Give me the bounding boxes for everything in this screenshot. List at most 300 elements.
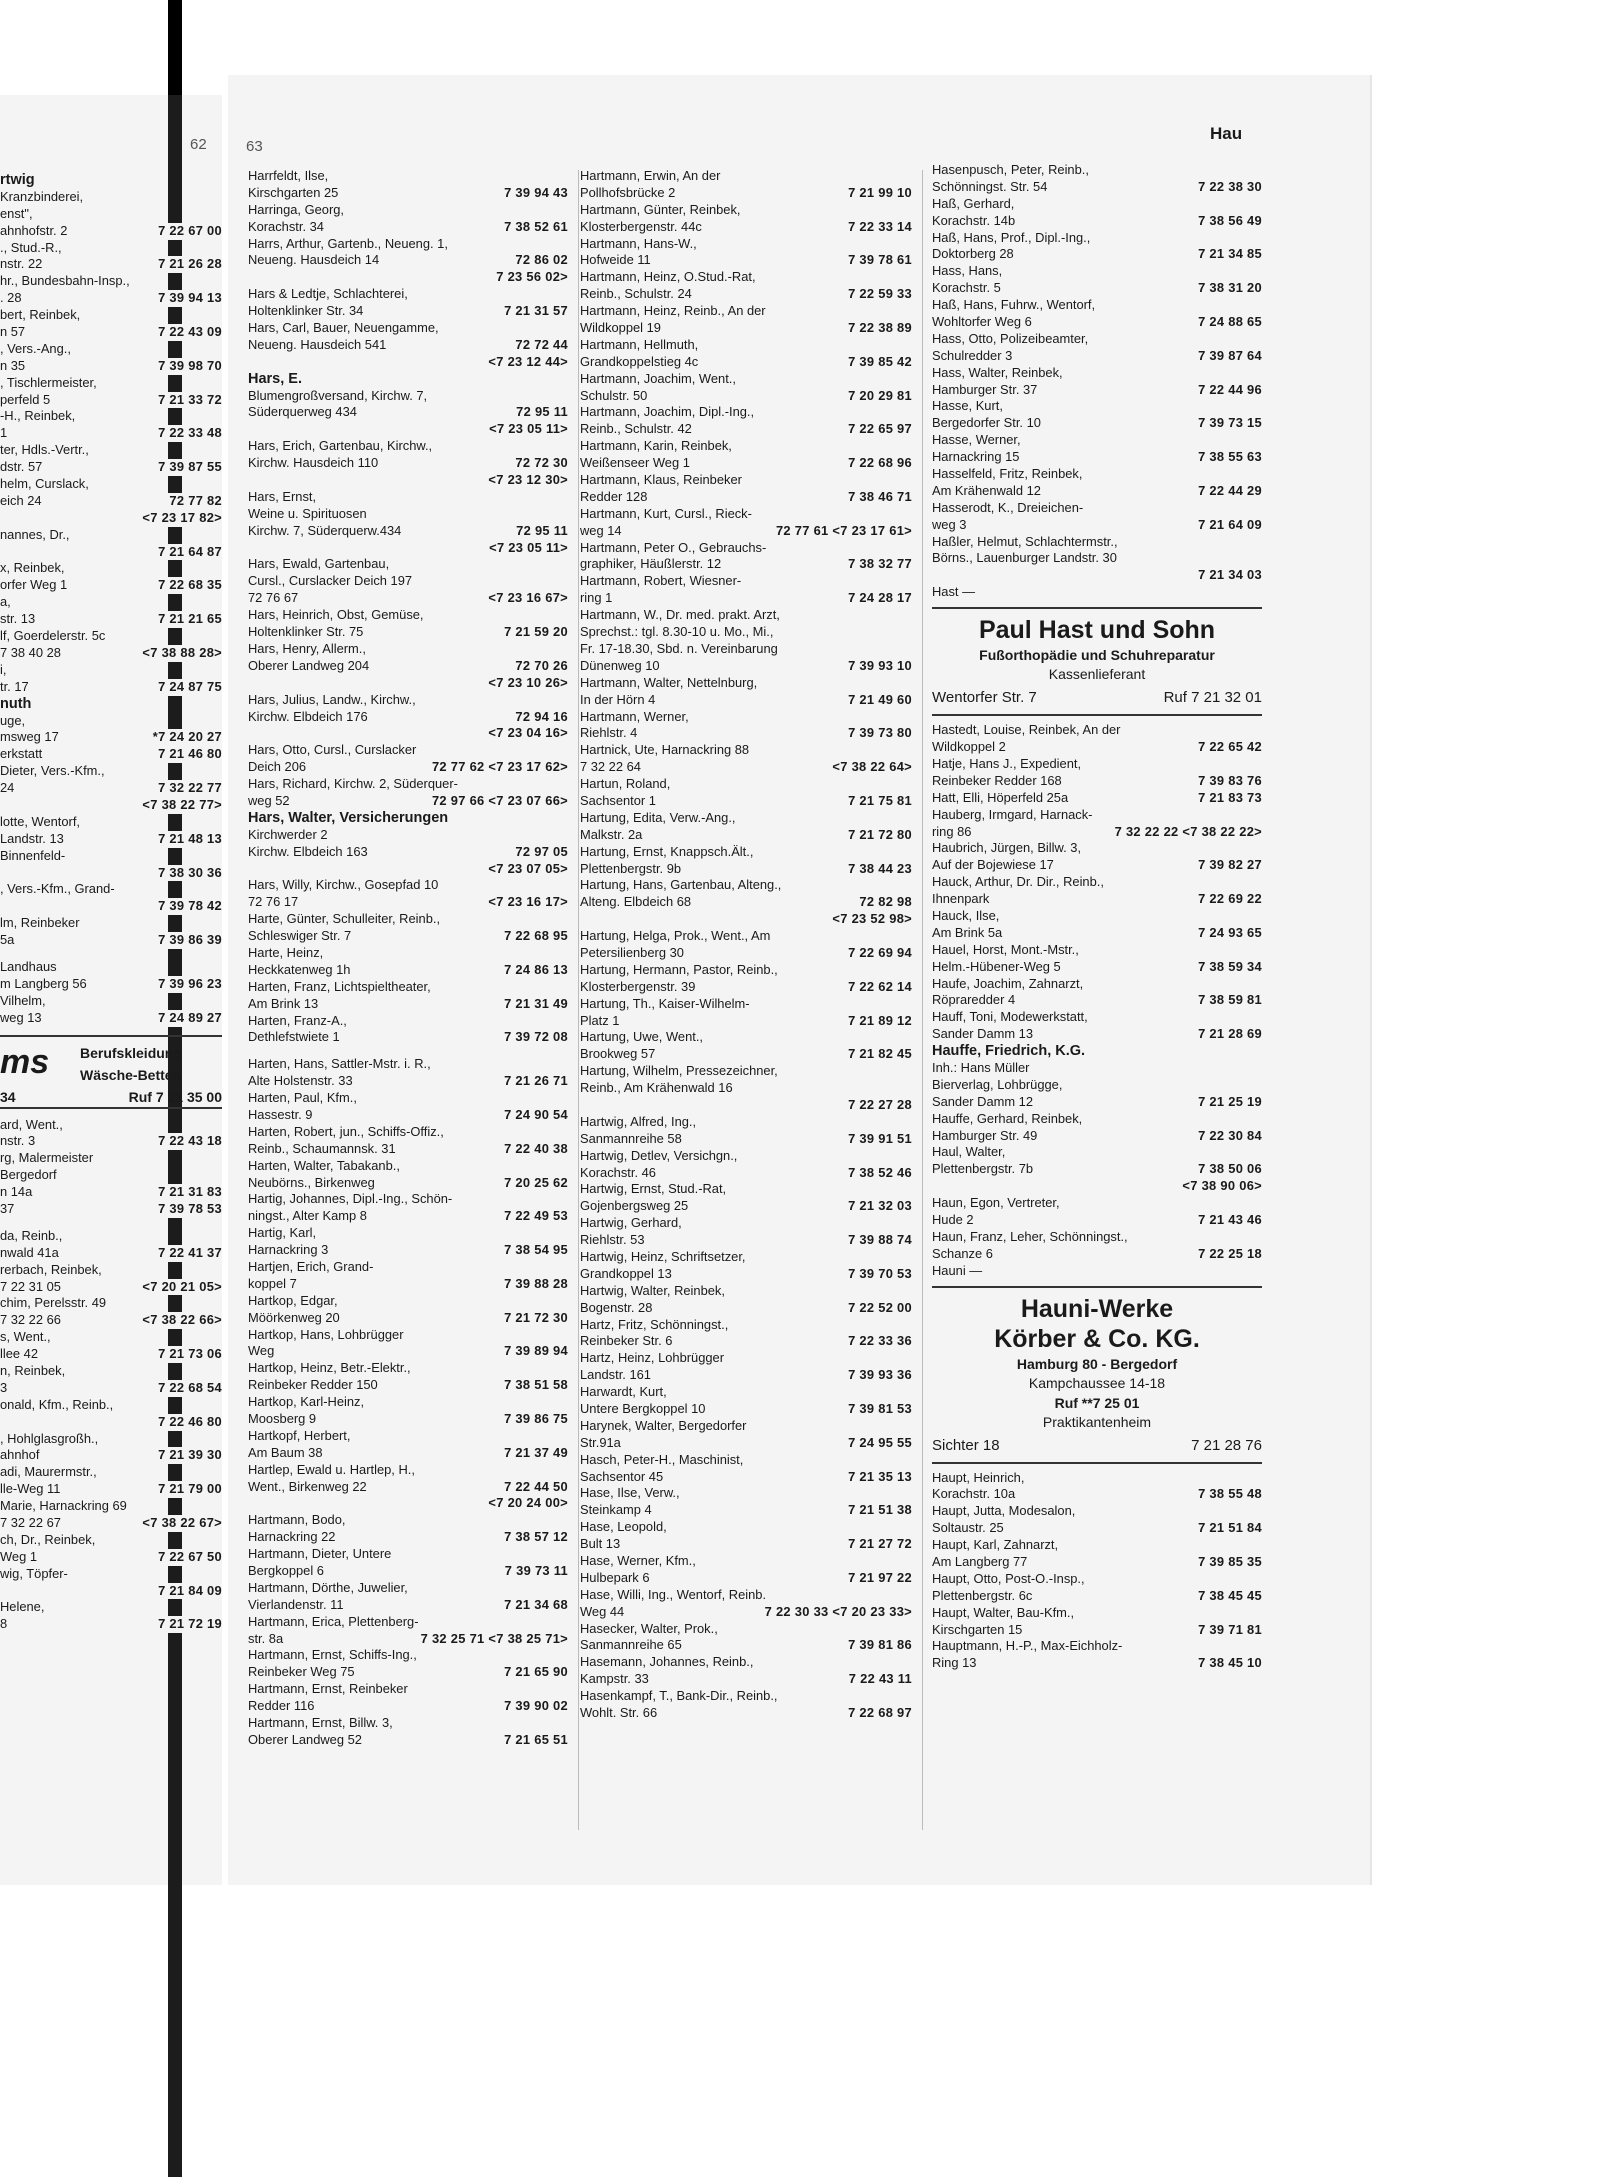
directory-entry [0,560,222,577]
directory-entry [0,1010,222,1027]
entry-text: Weg 1 [0,1548,38,1564]
entry-phone-number: <7 38 22 77> [139,797,222,814]
entry-text: Reinbeker Weg 75 [248,1664,355,1680]
entry-text: lotte, Wentorf, [0,813,81,829]
entry-text: Reinbeker Redder 168 [932,772,1062,788]
entry-text: Hartmann, Walter, Nettelnburg, [580,674,758,690]
entry-phone-number: <7 20 21 05> [139,1279,222,1296]
directory-entry [580,1013,912,1030]
entry-text: koppel 7 [248,1275,297,1291]
entry-text: Sprechst.: tgl. 8.30-10 u. Mo., Mi., [580,624,774,640]
entry-text: Hauel, Horst, Mont.-Mstr., [932,941,1079,957]
directory-entry [248,489,568,506]
directory-entry [0,375,222,392]
entry-text: helm, Curslack, [0,476,89,492]
directory-entry [0,959,222,976]
directory-entry [932,398,1262,415]
entry-phone-number: <7 38 90 06> [1179,1178,1262,1195]
directory-entry [580,1570,912,1587]
entry-text: 7 32 22 67 [0,1515,61,1531]
entry-phone-number: 7 39 87 55 [155,459,222,476]
entry-text: Landhaus [0,958,57,974]
directory-entry [580,1553,912,1570]
entry-text: Grandkoppelstieg 4c [580,353,699,369]
entry-phone-number: 7 39 81 53 [845,1401,912,1418]
entry-text: Schanze 6 [932,1245,993,1261]
entry-text: Hartwig, Ernst, Stud.-Rat, [580,1181,727,1197]
entry-text: Harten, Hans, Sattler-Mstr. i. R., [248,1056,431,1072]
directory-entry [580,1333,912,1350]
directory-entry [0,577,222,594]
entry-text: 72 76 17 [248,894,299,910]
directory-entry [248,354,568,371]
directory-entry [248,844,568,861]
entry-text: -H., Reinbek, [0,408,76,424]
entry-text: Vilhelm, [0,992,46,1008]
entry-phone-number: 7 38 56 49 [1195,213,1262,230]
directory-entry [580,455,912,472]
entry-phone-number: 7 22 43 11 [846,1671,912,1688]
entry-text: Röpraredder 4 [932,992,1016,1008]
entry-text: lm, Reinbeker [0,915,80,931]
directory-entry [0,223,222,240]
directory-entry [580,1266,912,1283]
entry-text: Neueng. Hausdeich 14 [248,252,380,268]
directory-entry [580,388,912,405]
entry-phone-number: 7 21 34 03 [1195,567,1262,584]
entry-text: Harrs, Arthur, Gartenb., Neueng. 1, [248,235,448,251]
entry-text: Weißenseer Weg 1 [580,455,690,471]
directory-entry [932,1026,1262,1043]
entry-text: Landstr. 161 [580,1367,651,1383]
entry-text: hr., Bundesbahn-Insp., [0,273,130,289]
entry-text: Hars, Heinrich, Obst, Gemüse, [248,607,424,623]
entry-text: Hartmann, Ernst, Schiffs-Ing., [248,1647,417,1663]
entry-text: Petersilienberg 30 [580,944,684,960]
entry-text: ningst., Alter Kamp 8 [248,1208,367,1224]
directory-entry [248,252,568,269]
entry-text: Korachstr. 5 [932,280,1001,296]
entry-text: Hartmann, Ernst, Reinbeker [248,1681,408,1697]
entry-text: Helm.-Hübener-Weg 5 [932,958,1061,974]
directory-entry [0,662,222,679]
entry-text: i, [0,661,7,677]
directory-entry [0,324,222,341]
entry-text: Hars, Otto, Cursl., Curslacker [248,742,417,758]
directory-entry [932,466,1262,483]
directory-entry [0,645,222,662]
directory-entry [0,256,222,273]
entry-text: Vierlandenstr. 11 [248,1596,344,1612]
entry-text: Inh.: Hans Müller [932,1059,1030,1075]
entry-text: Hasemann, Johannes, Reinb., [580,1654,754,1670]
directory-entry [248,810,568,827]
entry-phone-number: 7 38 45 45 [1195,1588,1262,1605]
directory-entry [932,213,1262,230]
entry-text: Korachstr. 10a [932,1486,1016,1502]
directory-entry [932,959,1262,976]
directory-entry [932,1638,1262,1655]
entry-text: Hartmann, Joachim, Went., [580,370,736,386]
entry-phone-number: 7 38 45 10 [1195,1655,1262,1672]
entry-phone-number: 7 22 49 53 [501,1208,568,1225]
directory-entry [932,1043,1262,1060]
directory-entry [248,1428,568,1445]
directory-entry [0,797,222,814]
directory-entry [932,1195,1262,1212]
directory-entry [932,230,1262,247]
entry-phone-number: 7 39 72 08 [501,1029,568,1046]
ad-text-t4: Ruf 7 21 35 00 [128,1088,222,1105]
entry-text: dstr. 57 [0,459,43,475]
directory-entry [248,1141,568,1158]
directory-entry [580,1317,912,1334]
directory-entry [248,658,568,675]
directory-entry [580,1165,912,1182]
directory-entry [580,371,912,388]
entry-text: Harnackring 22 [248,1529,336,1545]
entry-text: Hartkop, Hans, Lohbrügger [248,1326,404,1342]
entry-phone-number: 7 21 48 13 [155,831,222,848]
directory-entry [0,189,222,206]
entry-phone-number: 7 21 84 09 [155,1583,222,1600]
entry-text: . 28 [0,290,22,306]
directory-entry [248,1107,568,1124]
entry-phone-number: 7 21 72 19 [155,1616,222,1633]
entry-text: Hartung, Hans, Gartenbau, Alteng., [580,877,782,893]
entry-phone-number: 7 39 98 70 [155,358,222,375]
directory-entry [0,780,222,797]
entry-text: Hartmann, Dörthe, Juwelier, [248,1579,408,1595]
directory-entry [248,236,568,253]
directory-entry [932,280,1262,297]
directory-entry [0,1295,222,1312]
entry-text: Redder 116 [248,1698,315,1714]
entry-text: Reinb., Schaumannsk. 31 [248,1140,396,1156]
directory-entry [248,1597,568,1614]
entry-text: rerbach, Reinbek, [0,1261,102,1277]
directory-entry [932,1161,1262,1178]
entry-text: Bergkoppel 6 [248,1563,324,1579]
entry-phone-number: 72 97 05 [512,844,568,861]
directory-entry [580,1300,912,1317]
entry-phone-number: 72 94 16 [512,709,568,726]
entry-phone-number: 7 22 65 97 [845,421,912,438]
directory-entry [932,1144,1262,1161]
directory-entry [248,861,568,878]
directory-entry [0,1397,222,1414]
entry-text: Hartmann, Hans-W., [580,235,697,251]
directory-entry [248,1175,568,1192]
entry-text: ring 1 [580,590,613,606]
entry-text: uge, [0,712,26,728]
ad-phone: Ruf 7 21 32 01 [1163,689,1262,707]
entry-text: Reinb., Am Krähenwald 16 [580,1080,733,1096]
directory-entry [0,527,222,544]
directory-entry [580,472,912,489]
entry-phone-number: 7 39 85 35 [1195,1554,1262,1571]
entry-text: Dünenweg 10 [580,657,660,673]
directory-entry [248,590,568,607]
directory-entry [0,976,222,993]
entry-text: Hasecker, Walter, Prok., [580,1620,718,1636]
directory-entry [932,415,1262,432]
directory-entry [0,392,222,409]
entry-phone-number: 7 21 33 72 [155,392,222,409]
entry-text: Kirchw. 7, Süderquerw.434 [248,522,402,538]
entry-phone-number: 7 38 32 77 [845,556,912,573]
entry-text: Binnenfeld- [0,847,66,863]
running-header: Hau [1210,124,1243,143]
directory-entry [248,877,568,894]
entry-text: Hauffe, Gerhard, Reinbek, [932,1110,1083,1126]
directory-entry [580,1131,912,1148]
entry-text: Hars, Richard, Kirchw. 2, Süderquer- [248,776,458,792]
entry-text: Haufe, Joachim, Zahnarzt, [932,975,1084,991]
directory-entry [932,1229,1262,1246]
column-divider-1 [578,170,579,1830]
entry-text: Hase, Ilse, Verw., [580,1485,680,1501]
entry-text: Harte, Heinz, [248,944,324,960]
directory-entry [0,476,222,493]
directory-entry [580,641,912,658]
entry-text: Hartmann, Peter O., Gebrauchs- [580,539,767,555]
entry-text: Str.91a [580,1434,621,1450]
entry-phone-number: 7 22 65 42 [1195,739,1262,756]
directory-entry [0,949,222,959]
directory-entry [248,1310,568,1327]
ad-title-1: Hauni-Werke [1020,1294,1174,1323]
entry-phone-number: 7 24 28 17 [845,590,912,607]
directory-entry [248,219,568,236]
entry-phone-number: 7 22 62 14 [845,979,912,996]
directory-entry [580,1181,912,1198]
directory-entry [0,1363,222,1380]
directory-entry [0,1262,222,1279]
entry-text: Hase, Leopold, [580,1519,667,1535]
entry-text: chim, Perelsstr. 49 [0,1295,107,1311]
entry-phone-number: 7 38 57 12 [501,1529,568,1546]
entry-text: Hast — [932,584,975,600]
entry-phone-number: 7 21 97 22 [845,1570,912,1587]
entry-phone-number: 7 39 78 61 [845,252,912,269]
entry-text: Haupt, Jutta, Modesalon, [932,1503,1076,1519]
entry-text: Hase, Werner, Kfm., [580,1553,696,1569]
directory-entry [932,1554,1262,1571]
entry-text: Hasse, Kurt, [932,398,1003,414]
directory-entry [248,1259,568,1276]
directory-entry [580,421,912,438]
entry-text: , Vers.-Ang., [0,340,71,356]
entry-phone-number: 7 22 43 09 [155,324,222,341]
entry-text: Hartmann, Karin, Reinbek, [580,438,732,454]
entry-phone-number: 7 22 30 84 [1195,1128,1262,1145]
entry-text: Reinbeker Redder 150 [248,1377,378,1393]
entry-text: Alte Holstenstr. 33 [248,1073,353,1089]
entry-text: Kirschgarten 25 [248,184,339,200]
entry-text: Haupt, Walter, Bau-Kfm., [932,1604,1075,1620]
entry-text: Hars, Willy, Kirchw., Gosepfad 10 [248,877,439,893]
entry-phone-number: 72 97 66 <7 23 07 66> [429,793,568,810]
entry-phone-number: <7 38 22 67> [139,1515,222,1532]
directory-entry [0,915,222,932]
entry-text: Hars, Julius, Landw., Kirchw., [248,691,416,707]
directory-entry [932,263,1262,280]
entry-phone-number: 7 22 46 80 [155,1414,222,1431]
directory-entry [248,1394,568,1411]
directory-entry [248,776,568,793]
entry-phone-number: 7 21 64 09 [1195,517,1262,534]
entry-text: Harnackring 15 [932,449,1020,465]
directory-entry [580,1215,912,1232]
entry-text: Plettenbergstr. 9b [580,860,682,876]
entry-phone-number: <7 23 16 67> [485,590,568,607]
ad-address: Sichter 18 [932,1436,1000,1454]
entry-text: str. 8a [248,1630,284,1646]
directory-entry [932,517,1262,534]
directory-entry [932,1094,1262,1111]
entry-text: Möörkenweg 20 [248,1309,340,1325]
directory-entry [0,1329,222,1346]
entry-phone-number: 7 21 27 72 [845,1536,912,1553]
directory-entry [0,679,222,696]
directory-entry [248,1411,568,1428]
directory-entry [0,408,222,425]
entry-phone-number: 7 22 69 22 [1195,891,1262,908]
directory-entry [248,573,568,590]
entry-text: ., Stud.-R., [0,239,62,255]
entry-text: 3 [0,1379,8,1395]
ad-text-big: ms [0,1042,50,1081]
ad-line-3: Ruf **7 25 01 [1054,1394,1140,1411]
entry-phone-number: 7 39 73 11 [502,1563,568,1580]
entry-phone-number: 7 21 31 49 [501,996,568,1013]
entry-text: Harte, Günter, Schulleiter, Reinb., [248,911,441,927]
entry-text: Hasselfeld, Fritz, Reinbek, [932,466,1083,482]
entry-text: weg 13 [0,1009,42,1025]
entry-text: Schulredder 3 [932,347,1013,363]
entry-text: msweg 17 [0,729,59,745]
directory-entry [932,449,1262,466]
entry-text: Kirchwerder 2 [248,826,328,842]
entry-phone-number: 7 38 30 36 [155,865,222,882]
directory-entry [248,455,568,472]
directory-entry [580,911,912,928]
directory-entry [248,1445,568,1462]
entry-text: Oberer Landweg 204 [248,657,370,673]
entry-phone-number: <7 23 07 05> [485,861,568,878]
entry-phone-number: 7 21 65 90 [501,1664,568,1681]
entry-text: Hauck, Ilse, [932,907,1000,923]
directory-entry [248,1343,568,1360]
entry-text: Blumengroßversand, Kirchw. 7, [248,387,428,403]
directory-entry [0,1414,222,1431]
entry-phone-number: 7 39 96 23 [155,976,222,993]
directory-entry [248,269,568,286]
entry-phone-number: <7 38 22 66> [139,1312,222,1329]
entry-phone-number: 7 38 52 61 [501,219,568,236]
entry-phone-number: 7 21 26 28 [155,256,222,273]
directory-entry [932,567,1262,584]
entry-text: In der Hörn 4 [580,691,656,707]
directory-entry [248,759,568,776]
entry-phone-number: 7 39 85 42 [845,354,912,371]
directory-entry [248,1360,568,1377]
entry-text: Neubörns., Birkenweg [248,1174,375,1190]
entry-phone-number: 7 23 56 02> [493,269,568,286]
entry-phone-number: <7 23 52 98> [829,911,912,928]
directory-entry [0,1346,222,1363]
directory-entry [580,1097,912,1114]
entry-text: Harynek, Walter, Bergedorfer [580,1417,747,1433]
directory-entry [580,1046,912,1063]
entry-text: Pollhofsbrücke 2 [580,184,676,200]
entry-text: , Tischlermeister, [0,374,97,390]
entry-phone-number: 7 22 67 00 [155,223,222,240]
entry-text: Neueng. Hausdeich 541 [248,336,387,352]
entry-text: Hartmann, Klaus, Reinbeker [580,472,742,488]
directory-entry [0,763,222,780]
entry-phone-number: 7 24 88 65 [1195,314,1262,331]
entry-text: Haß, Gerhard, [932,195,1015,211]
entry-text: Plettenbergstr. 7b [932,1161,1034,1177]
directory-entry [580,1114,912,1131]
directory-entry [0,273,222,290]
directory-entry [932,1655,1262,1672]
entry-phone-number: 7 38 55 63 [1195,449,1262,466]
directory-entry [932,824,1262,841]
entry-text: Hass, Otto, Polizeibeamter, [932,330,1089,346]
directory-entry [0,611,222,628]
entry-phone-number: 7 38 31 20 [1195,280,1262,297]
entry-text: Sanmannreihe 58 [580,1130,682,1146]
entry-text: Kampstr. 33 [580,1671,649,1687]
directory-entry [248,624,568,641]
directory-entry [248,1124,568,1141]
directory-entry [580,658,912,675]
entry-phone-number: 7 38 46 71 [845,489,912,506]
directory-entry [248,1495,568,1512]
directory-entry [0,1498,222,1515]
entry-phone-number: 7 24 89 27 [155,1010,222,1027]
directory-entry [580,1654,912,1671]
directory-entry [248,404,568,421]
entry-text: Harten, Robert, jun., Schiffs-Offiz., [248,1123,444,1139]
entry-text: Hamburger Str. 49 [932,1127,1038,1143]
entry-text: Helene, [0,1599,45,1615]
directory-entry [580,489,912,506]
column-divider-2 [922,170,923,1830]
entry-text: Hartmann, Ernst, Billw. 3, [248,1715,393,1731]
directory-entry [932,1503,1262,1520]
entry-phone-number: 7 21 21 65 [155,611,222,628]
entry-phone-number: 7 21 31 57 [501,303,568,320]
entry-phone-number: 72 72 30 [512,455,568,472]
entry-text: Hamburger Str. 37 [932,381,1038,397]
directory-entry [932,1178,1262,1195]
directory-entry [580,1502,912,1519]
directory-entry [580,827,912,844]
directory-entry [248,928,568,945]
entry-text: Hassestr. 9 [248,1106,313,1122]
entry-phone-number: 7 22 41 37 [155,1245,222,1262]
directory-entry [248,979,568,996]
directory-entry [580,1198,912,1215]
entry-text: Hars & Ledtje, Schlachterei, [248,286,408,302]
directory-entry [932,584,1262,601]
entry-phone-number: 7 22 33 36 [845,1333,912,1350]
directory-entry [0,544,222,561]
